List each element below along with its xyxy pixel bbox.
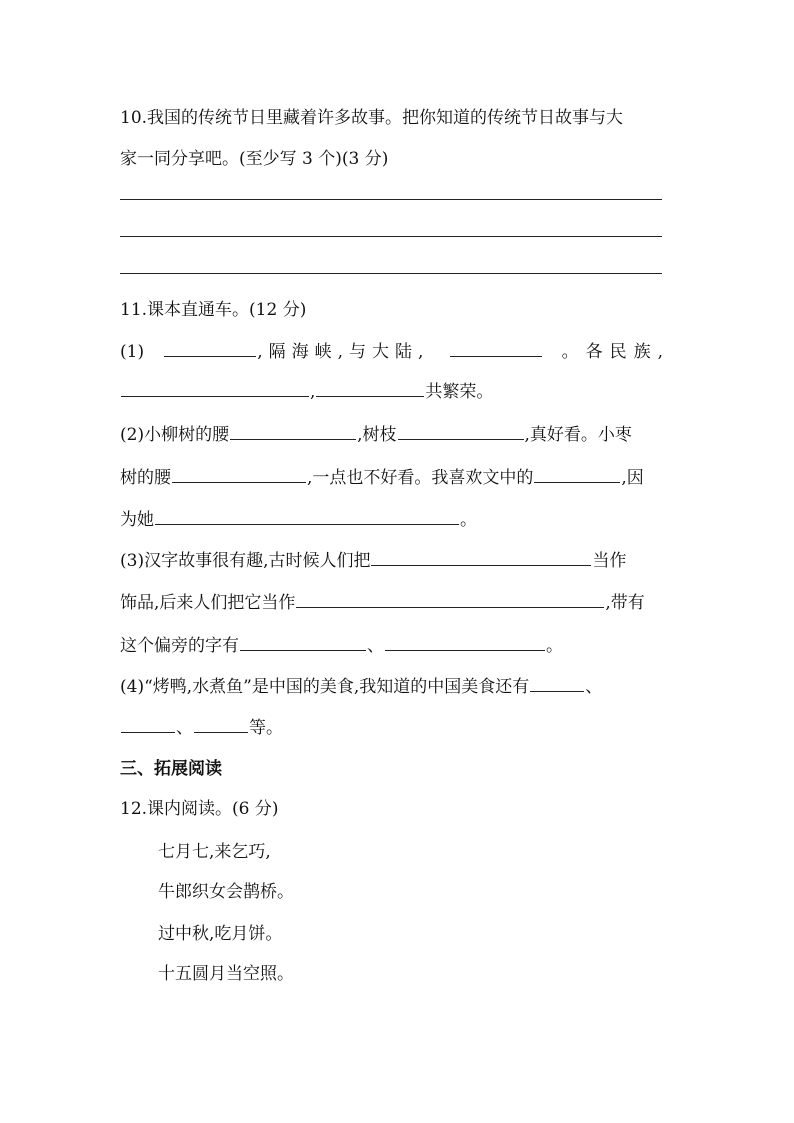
- q11-p1-text4: 共繁荣。: [425, 382, 494, 402]
- blank-p1-4[interactable]: [316, 380, 424, 397]
- blank-p4-2[interactable]: [121, 716, 175, 733]
- q11-p4-text4: 等。: [249, 718, 283, 738]
- q11-part2-line3: [120, 508, 477, 532]
- q11-part1-line1: [120, 340, 670, 364]
- q11-part3-line3: [120, 634, 563, 658]
- q11-p2-text2: ,树枝: [357, 425, 397, 445]
- q11-p2-text1: (2)小柳树的腰: [120, 425, 230, 445]
- q11-p2-text8: 。: [460, 510, 477, 530]
- blank-p2-2[interactable]: [398, 423, 524, 440]
- section-heading: 三、拓展阅读: [120, 759, 222, 779]
- q11-title: 11.课本直通车。(12 分): [120, 300, 307, 320]
- q12-title: 12.课内阅读。(6 分): [120, 799, 279, 819]
- poem-line-3: 过中秋,吃月饼。: [158, 924, 283, 944]
- q11-p1-text2: 。各民族,: [561, 342, 670, 362]
- q11-p1-num: (1): [120, 342, 145, 362]
- answer-line-2[interactable]: [120, 236, 662, 237]
- blank-p3-3[interactable]: [240, 634, 366, 651]
- blank-p3-4[interactable]: [385, 634, 545, 651]
- blank-p1-3[interactable]: [121, 380, 309, 397]
- q11-p4-text3: 、: [176, 718, 193, 738]
- blank-p1-2[interactable]: [450, 340, 542, 357]
- q11-part3-line2: [120, 591, 645, 615]
- q11-p3-text4: ,带有: [605, 593, 645, 613]
- blank-p2-5[interactable]: [155, 508, 459, 525]
- q11-p2-text3: ,真好看。小枣: [524, 425, 632, 445]
- q11-p4-text1: (4)“烤鸭,水煮鱼”是中国的美食,我知道的中国美食还有: [120, 677, 530, 697]
- poem-line-1: 七月七,来乞巧,: [158, 842, 271, 862]
- blank-p4-3[interactable]: [194, 716, 248, 733]
- blank-p3-2[interactable]: [296, 591, 604, 608]
- q11-part2-line1: [120, 423, 632, 447]
- q11-part2-line2: [120, 466, 644, 490]
- q11-p2-text5: ,一点也不好看。我喜欢文中的: [307, 468, 534, 488]
- q11-p3-text6: 、: [367, 636, 384, 656]
- q11-part4-line1: [120, 675, 602, 699]
- blank-p3-1[interactable]: [371, 549, 591, 566]
- answer-line-3[interactable]: [120, 273, 662, 274]
- blank-p2-4[interactable]: [534, 466, 620, 483]
- q10-line1: 10.我国的传统节日里藏着许多故事。把你知道的传统节日故事与大: [120, 108, 624, 128]
- q11-part4-line2: [120, 716, 283, 740]
- q10-line2: 家一同分享吧。(至少写 3 个)(3 分): [120, 149, 389, 169]
- blank-p4-1[interactable]: [530, 675, 584, 692]
- q11-p3-text2: 当作: [592, 551, 627, 571]
- q11-p1-text1: ,隔海峡,与大陆,: [257, 342, 430, 362]
- q11-p3-text1: (3)汉字故事很有趣,古时候人们把: [120, 551, 371, 571]
- q11-p2-text7: 为她: [120, 510, 154, 530]
- q11-p3-text3: 饰品,后来人们把它当作: [120, 593, 296, 613]
- blank-p2-1[interactable]: [230, 423, 356, 440]
- q11-p1-text3: ,: [310, 382, 316, 402]
- poem-line-4: 十五圆月当空照。: [158, 964, 294, 984]
- blank-p2-3[interactable]: [172, 466, 306, 483]
- answer-line-1[interactable]: [120, 199, 662, 200]
- q11-p3-text5: 这个偏旁的字有: [120, 636, 239, 656]
- blank-p1-1[interactable]: [164, 340, 256, 357]
- q11-part1-line2: [120, 380, 493, 404]
- q11-p4-text2: 、: [585, 677, 603, 697]
- q11-part3-line1: [120, 549, 626, 573]
- q11-p2-text4: 树的腰: [120, 468, 171, 488]
- poem-line-2: 牛郎织女会鹊桥。: [158, 882, 294, 902]
- q11-p2-text6: ,因: [621, 468, 644, 488]
- q11-p3-text7: 。: [546, 636, 563, 656]
